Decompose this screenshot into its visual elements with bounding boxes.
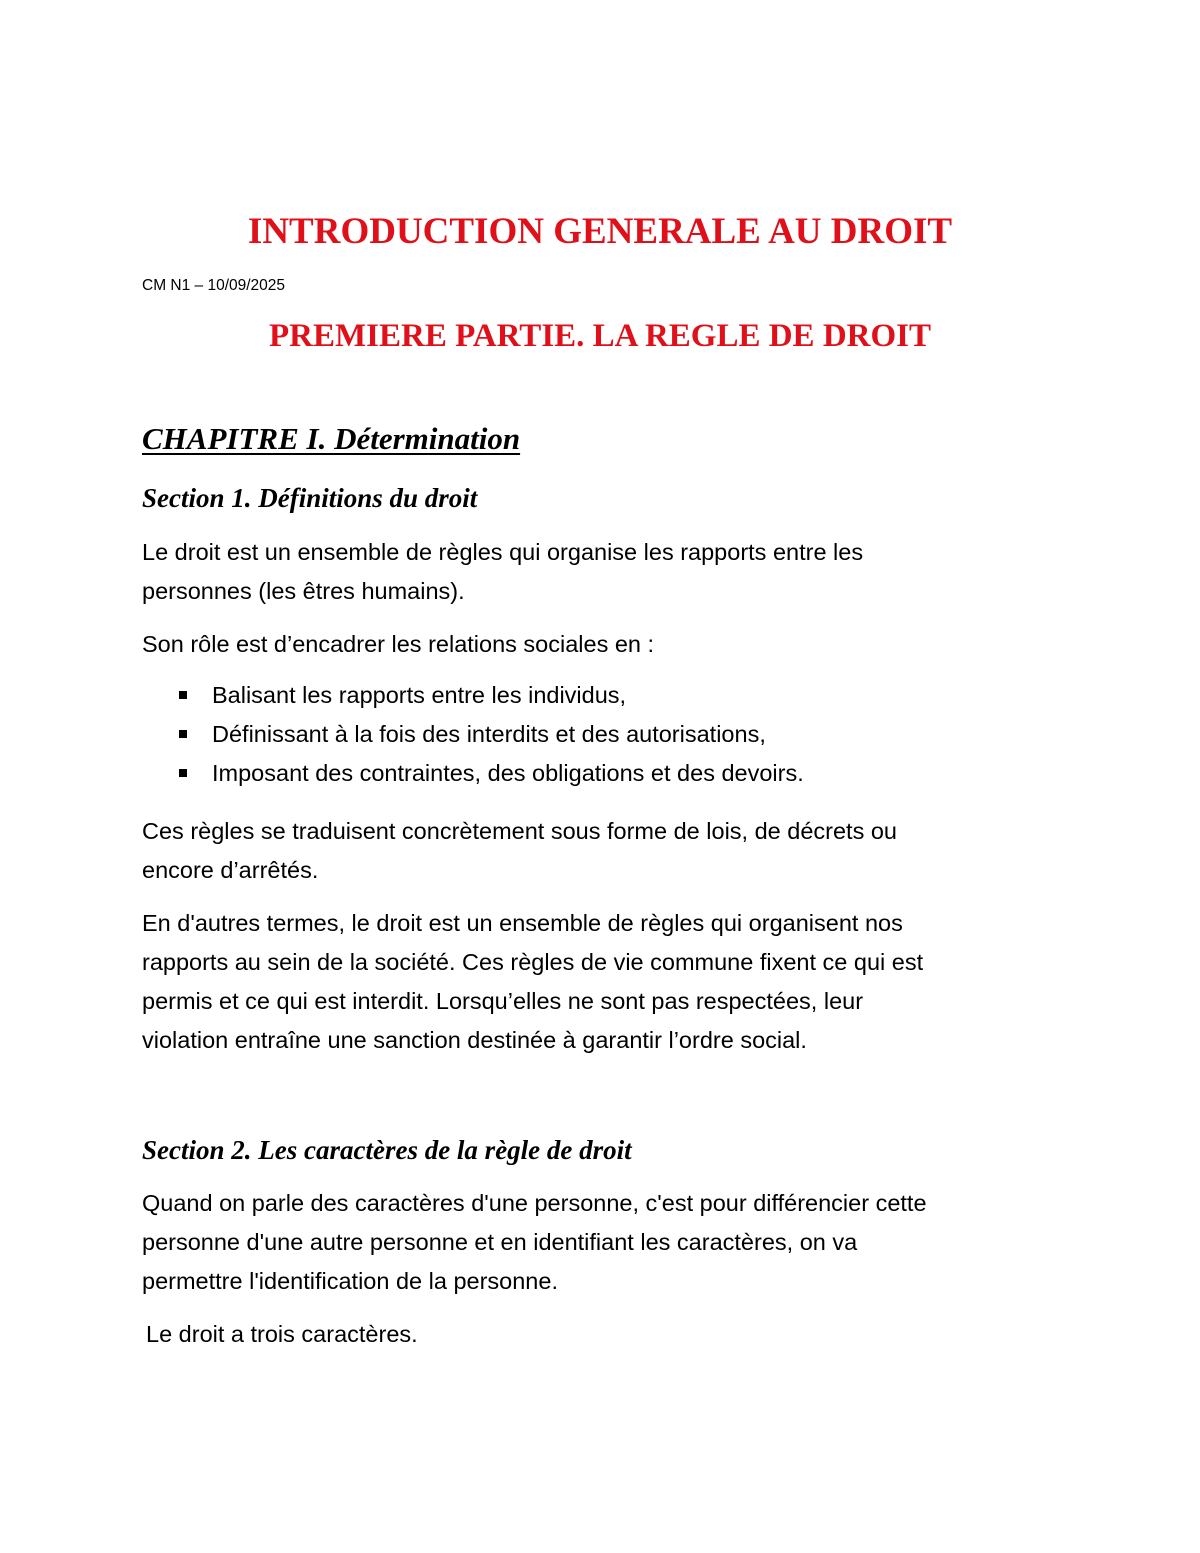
- section-2-paragraph-2: Le droit a trois caractères.: [146, 1321, 418, 1347]
- paragraph-line: personnes (les êtres humains).: [142, 578, 465, 604]
- chapter-title: CHAPITRE I. Détermination: [142, 421, 521, 456]
- section-2-paragraph-1: [142, 1184, 927, 1301]
- paragraph-line: encore d’arrêtés.: [142, 857, 319, 883]
- list-item-text: Définissant à la fois des interdits et des autorisations,: [212, 721, 766, 747]
- course-meta-date: CM N1 – 10/09/2025: [142, 277, 286, 294]
- paragraph-line: personne d'une autre personne et en identifiant les caractères, on va: [142, 1229, 858, 1255]
- part-title: PREMIERE PARTIE. LA REGLE DE DROIT: [269, 318, 931, 354]
- paragraph-line: Quand on parle des caractères d'une personne, c'est pour différencier cette: [142, 1190, 927, 1216]
- paragraph-line: permettre l'identification de la personne.: [142, 1268, 558, 1294]
- paragraph-line: rapports au sein de la société. Ces règles de vie commune fixent ce qui est: [142, 949, 924, 975]
- section-1-paragraph-4: [142, 904, 923, 1060]
- document-title: INTRODUCTION GENERALE AU DROIT: [247, 211, 953, 252]
- square-bullet-icon: [179, 769, 187, 777]
- paragraph-line: Le droit est un ensemble de règles qui organise les rapports entre les: [142, 539, 864, 565]
- section-1-paragraph-2: Son rôle est d’encadrer les relations sociales en :: [142, 631, 655, 657]
- section-1-paragraph-1: [142, 533, 863, 611]
- section-2-title: Section 2. Les caractères de la règle de droit: [142, 1135, 632, 1165]
- paragraph-line: permis et ce qui est interdit. Lorsqu’elles ne sont pas respectées, leur: [142, 988, 864, 1014]
- list-item-text: Imposant des contraintes, des obligations et des devoirs.: [212, 760, 804, 786]
- paragraph-line: En d'autres termes, le droit est un ensemble de règles qui organisent nos: [142, 910, 903, 936]
- section-1-paragraph-3: [142, 812, 897, 890]
- square-bullet-icon: [179, 730, 187, 738]
- paragraph-line: Ces règles se traduisent concrètement sous forme de lois, de décrets ou: [142, 818, 897, 844]
- paragraph-line: violation entraîne une sanction destinée à garantir l’ordre social.: [142, 1027, 807, 1053]
- list-item-text: Balisant les rapports entre les individus,: [212, 682, 627, 708]
- square-bullet-icon: [179, 691, 187, 699]
- section-1-title: Section 1. Définitions du droit: [142, 483, 478, 513]
